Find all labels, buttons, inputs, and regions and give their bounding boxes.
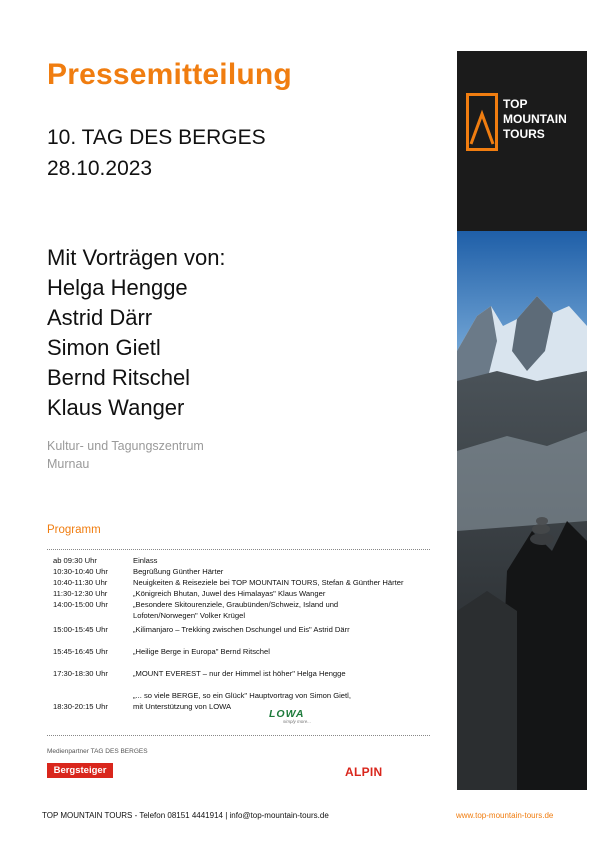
schedule-description: Neuigkeiten & Reiseziele bei TOP MOUNTAIN TOURS, Stefan & Günther Härter (133, 578, 404, 587)
brand-line: TOP (503, 97, 528, 111)
schedule-time: 15:45-16:45 Uhr (53, 647, 108, 656)
schedule-description: „Besondere Skitourenziele, Graubünden/Schweiz, Island und (133, 600, 339, 609)
program-heading: Programm (47, 524, 101, 536)
lowa-logo (269, 708, 327, 728)
schedule-time: 18:30-20:15 Uhr (53, 702, 108, 711)
brand-line: MOUNTAIN (503, 112, 567, 126)
schedule-time: 11:30-12:30 Uhr (53, 589, 108, 598)
speaker-name: Helga Hengge (47, 275, 188, 300)
speaker-name: Astrid Därr (47, 305, 153, 330)
venue-name: Kultur- und Tagungszentrum (47, 439, 204, 453)
alpin-logo: ALPIN (345, 765, 383, 779)
divider (47, 735, 430, 736)
schedule-time: 17:30-18:30 Uhr (53, 669, 108, 678)
brand-line: TOURS (503, 127, 545, 141)
schedule-description: „Kilimanjaro – Trekking zwischen Dschungel und Eis" Astrid Därr (133, 625, 350, 634)
lowa-tagline: simply more... (283, 719, 312, 724)
schedule-time: 15:00-15:45 Uhr (53, 625, 108, 634)
schedule-description: Einlass (133, 556, 158, 565)
schedule-description: „... so viele BERGE, so ein Glück" Hauptvortrag von Simon Gietl, (133, 691, 351, 700)
event-name: 10. TAG DES BERGES (47, 126, 266, 149)
footer-contact: TOP MOUNTAIN TOURS - Telefon 08151 4441914 | info@top-mountain-tours.de (42, 811, 329, 820)
divider (47, 549, 430, 550)
mountain-photo (457, 51, 587, 790)
schedule-time: ab 09:30 Uhr (53, 556, 97, 565)
schedule-description: Begrüßung Günther Härter (133, 567, 224, 576)
footer-website-link[interactable]: www.top-mountain-tours.de (456, 811, 554, 820)
side-banner (457, 51, 587, 790)
venue-town: Murnau (47, 457, 90, 471)
schedule-description: mit Unterstützung von LOWA (133, 702, 232, 711)
lowa-wordmark: LOWA (269, 708, 305, 720)
speaker-name: Simon Gietl (47, 335, 161, 360)
schedule-description: „Heilige Berge in Europa" Bernd Ritschel (133, 647, 270, 656)
schedule-time: 14:00-15:00 Uhr (53, 600, 108, 609)
speaker-name: Bernd Ritschel (47, 365, 191, 390)
schedule-time: 10:40-11:30 Uhr (53, 578, 108, 587)
event-date: 28.10.2023 (47, 157, 153, 180)
schedule-description: „MOUNT EVEREST – nur der Himmel ist höher" Helga Hengge (133, 669, 346, 678)
media-partner-label: Medienpartner TAG DES BERGES (47, 748, 148, 755)
page-title: Pressemitteilung (47, 58, 292, 91)
bergsteiger-logo: Bergsteiger (47, 763, 113, 778)
schedule-description: „Königreich Bhutan, Juwel des Himalayas" Klaus Wanger (133, 589, 326, 598)
speaker-name: Klaus Wanger (47, 395, 185, 420)
speakers-heading: Mit Vorträgen von: (47, 245, 226, 270)
schedule-time: 10:30-10:40 Uhr (53, 567, 108, 576)
schedule-description: Lofoten/Norwegen" Volker Krügel (133, 611, 246, 620)
